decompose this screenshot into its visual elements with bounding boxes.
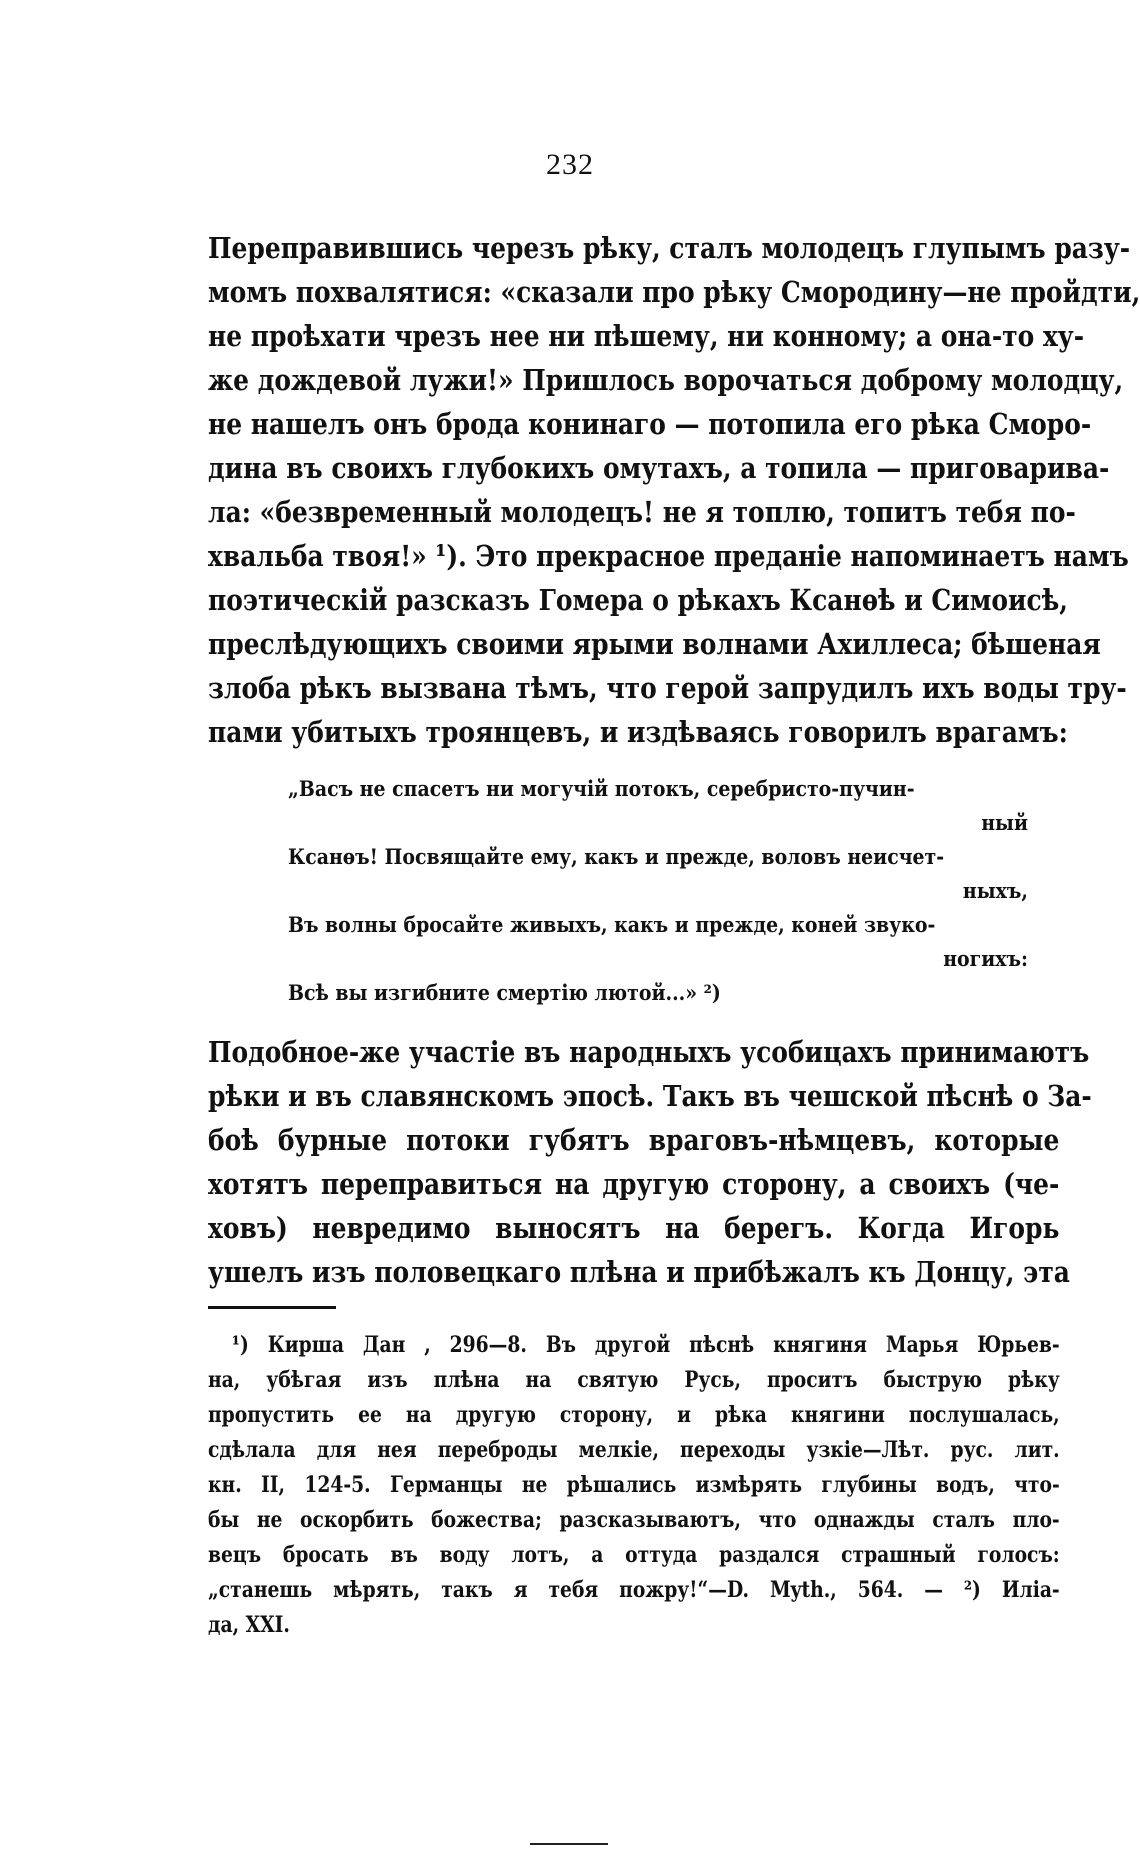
verse-line: Всѣ вы изгибните смертію лютой...» ²) xyxy=(288,980,721,1005)
footnote-line: на, убѣгая изъ плѣна на святую Русь, проситъ быструю рѣку xyxy=(208,1367,1060,1393)
bottom-divider xyxy=(530,1843,608,1845)
text-line: дина въ своихъ глубокихъ омутахъ, а топила — приговарива- xyxy=(208,451,1110,485)
footnote-line: „станешь мѣрять, такъ я тебя пожру!“—D. Myth., 564. — ²) Иліа- xyxy=(208,1577,1060,1603)
text-line: хвальба твоя!» ¹). Это прекрасное преданіе напоминаетъ намъ xyxy=(208,539,1129,573)
text-line: боѣ бурные потоки губятъ враговъ-нѣмцевъ, которые xyxy=(208,1123,1060,1157)
footnote-line: кн. II, 124-5. Германцы не рѣшались измѣрять глубины водъ, что- xyxy=(208,1472,1060,1498)
footnote-line: пропустить ее на другую сторону, и рѣка княгини послушалась, xyxy=(208,1402,1060,1428)
footnote-line: ¹) Кирша Дан , 296—8. Въ другой пѣснѣ княгиня Марья Юрьев- xyxy=(231,1332,1060,1358)
text-line: злоба рѣкъ вызвана тѣмъ, что герой запрудилъ ихъ воды тру- xyxy=(208,671,1127,705)
text-line: ховъ) невредимо выносятъ на берегъ. Когда Игорь xyxy=(208,1211,1060,1245)
verse-line-continuation: ный xyxy=(981,810,1028,835)
verse-line: Въ волны бросайте живыхъ, какъ и прежде, коней звуко- xyxy=(288,912,936,937)
verse-line: „Васъ не спасетъ ни могучій потокъ, серебристо-пучин- xyxy=(288,776,915,801)
text-line: не проѣхати чрезъ нее ни пѣшему, ни конному; а она-то ху- xyxy=(208,319,1085,353)
page-number: 232 xyxy=(546,148,594,181)
text-line: поэтическій разсказъ Гомера о рѣкахъ Ксанѳѣ и Симоисѣ, xyxy=(208,583,1068,617)
footnote-line: да, XXI. xyxy=(208,1612,290,1638)
text-line: не нашелъ онъ брода конинаго — потопила его рѣка Сморо- xyxy=(208,407,1092,441)
text-line: преслѣдующихъ своими ярыми волнами Ахиллеса; бѣшеная xyxy=(208,627,1101,661)
verse-quote xyxy=(288,772,1028,1010)
verse-line-continuation: ныхъ, xyxy=(962,878,1028,903)
footnotes xyxy=(208,1328,1060,1643)
text-line: ушелъ изъ половецкаго плѣна и прибѣжалъ къ Донцу, эта xyxy=(208,1255,1070,1289)
main-text-block-2 xyxy=(208,1030,1092,1294)
main-text-block xyxy=(208,226,1140,754)
footnote-divider xyxy=(208,1306,336,1309)
text-line: пами убитыхъ троянцевъ, и издѣваясь говорилъ врагамъ: xyxy=(208,715,1068,749)
footnote-line: вецъ бросать въ воду лотъ, а оттуда раздался страшный голосъ: xyxy=(208,1542,1060,1568)
text-line: Подобное-же участіе въ народныхъ усобицахъ принимаютъ xyxy=(208,1035,1090,1069)
text-line: момъ похвалятися: «сказали про рѣку Смородину—не пройдти, xyxy=(208,275,1140,309)
footnote-line: бы не оскорбить божества; разсказываютъ, что однажды сталъ пло- xyxy=(208,1507,1060,1533)
verse-line-continuation: ногихъ: xyxy=(943,946,1028,971)
footnote-line: сдѣлала для нея переброды мелкіе, переходы узкіе—Лѣт. рус. лит. xyxy=(208,1437,1060,1463)
verse-line: Ксанѳъ! Посвящайте ему, какъ и прежде, воловъ неисчет- xyxy=(288,844,945,869)
text-line: хотятъ переправиться на другую сторону, а своихъ (че- xyxy=(208,1167,1060,1201)
text-line: рѣки и въ славянскомъ эпосѣ. Такъ въ чешской пѣснѣ о За- xyxy=(208,1079,1092,1113)
text-line: же дождевой лужи!» Пришлось ворочаться доброму молодцу, xyxy=(208,363,1124,397)
text-line: Переправившись черезъ рѣку, сталъ молодецъ глупымъ разу- xyxy=(208,231,1131,265)
text-line: ла: «безвременный молодецъ! не я топлю, топитъ тебя по- xyxy=(208,495,1076,529)
